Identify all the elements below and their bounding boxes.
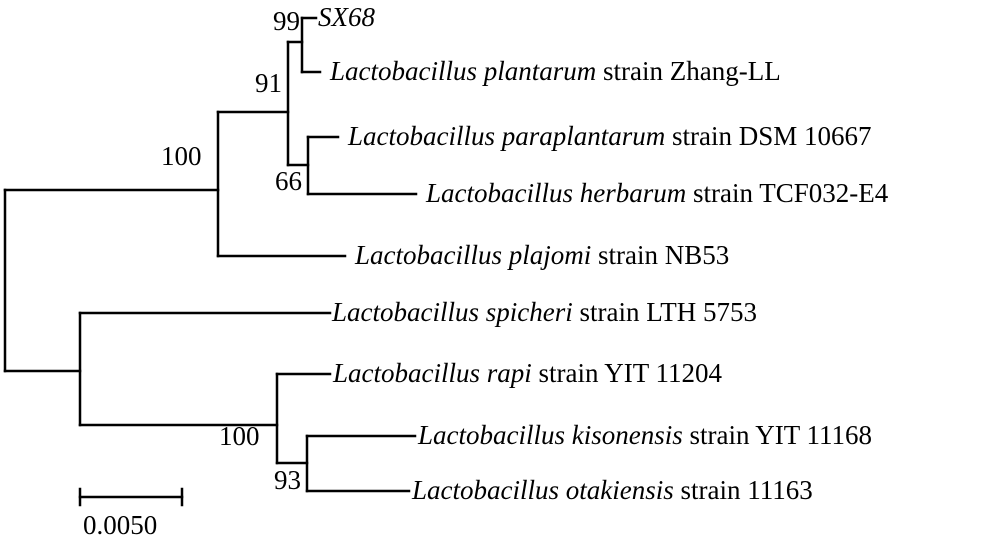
taxon-label-rapi xyxy=(333,360,722,387)
taxon-species-spicheri: Lactobacillus spicheri xyxy=(332,297,573,327)
support-value-100-upper: 100 xyxy=(161,141,202,171)
taxon-strain-herbarum: strain TCF032-E4 xyxy=(686,178,889,208)
taxon-label-kisonensis xyxy=(418,422,872,449)
support-value-99: 99 xyxy=(273,6,300,36)
taxon-strain-plantarum: strain Zhang-LL xyxy=(596,56,781,86)
taxon-label-plajomi xyxy=(355,242,729,269)
taxon-label-otakiensis xyxy=(412,477,813,504)
taxon-strain-rapi: strain YIT 11204 xyxy=(531,358,722,388)
taxon-species-otakiensis: Lactobacillus otakiensis xyxy=(412,475,674,505)
taxon-strain-kisonensis: strain YIT 11168 xyxy=(682,420,872,450)
taxon-label-paraplantarum xyxy=(348,123,872,150)
taxon-strain-spicheri: strain LTH 5753 xyxy=(572,297,757,327)
taxon-species-kisonensis: Lactobacillus kisonensis xyxy=(418,420,683,450)
taxon-species-rapi: Lactobacillus rapi xyxy=(333,358,532,388)
taxon-strain-paraplantarum: strain DSM 10667 xyxy=(665,121,872,151)
taxon-label-spicheri xyxy=(332,299,757,326)
taxon-strain-otakiensis: strain 11163 xyxy=(673,475,813,505)
scale-bar-label: 0.0050 xyxy=(83,510,158,540)
taxon-species-plajomi: Lactobacillus plajomi xyxy=(355,240,592,270)
taxon-strain-plajomi: strain NB53 xyxy=(591,240,730,270)
taxon-label-plantarum xyxy=(330,58,781,85)
support-value-93: 93 xyxy=(274,465,301,495)
support-value-100-lower: 100 xyxy=(219,421,260,451)
taxon-label-sx68 xyxy=(318,4,375,31)
support-value-66: 66 xyxy=(275,166,302,196)
taxon-species-plantarum: Lactobacillus plantarum xyxy=(330,56,597,86)
taxon-species-paraplantarum: Lactobacillus paraplantarum xyxy=(348,121,666,151)
taxon-label-herbarum xyxy=(426,180,888,207)
taxon-species-herbarum: Lactobacillus herbarum xyxy=(426,178,687,208)
support-value-91: 91 xyxy=(255,68,282,98)
taxon-species-sx68: SX68 xyxy=(318,2,375,32)
